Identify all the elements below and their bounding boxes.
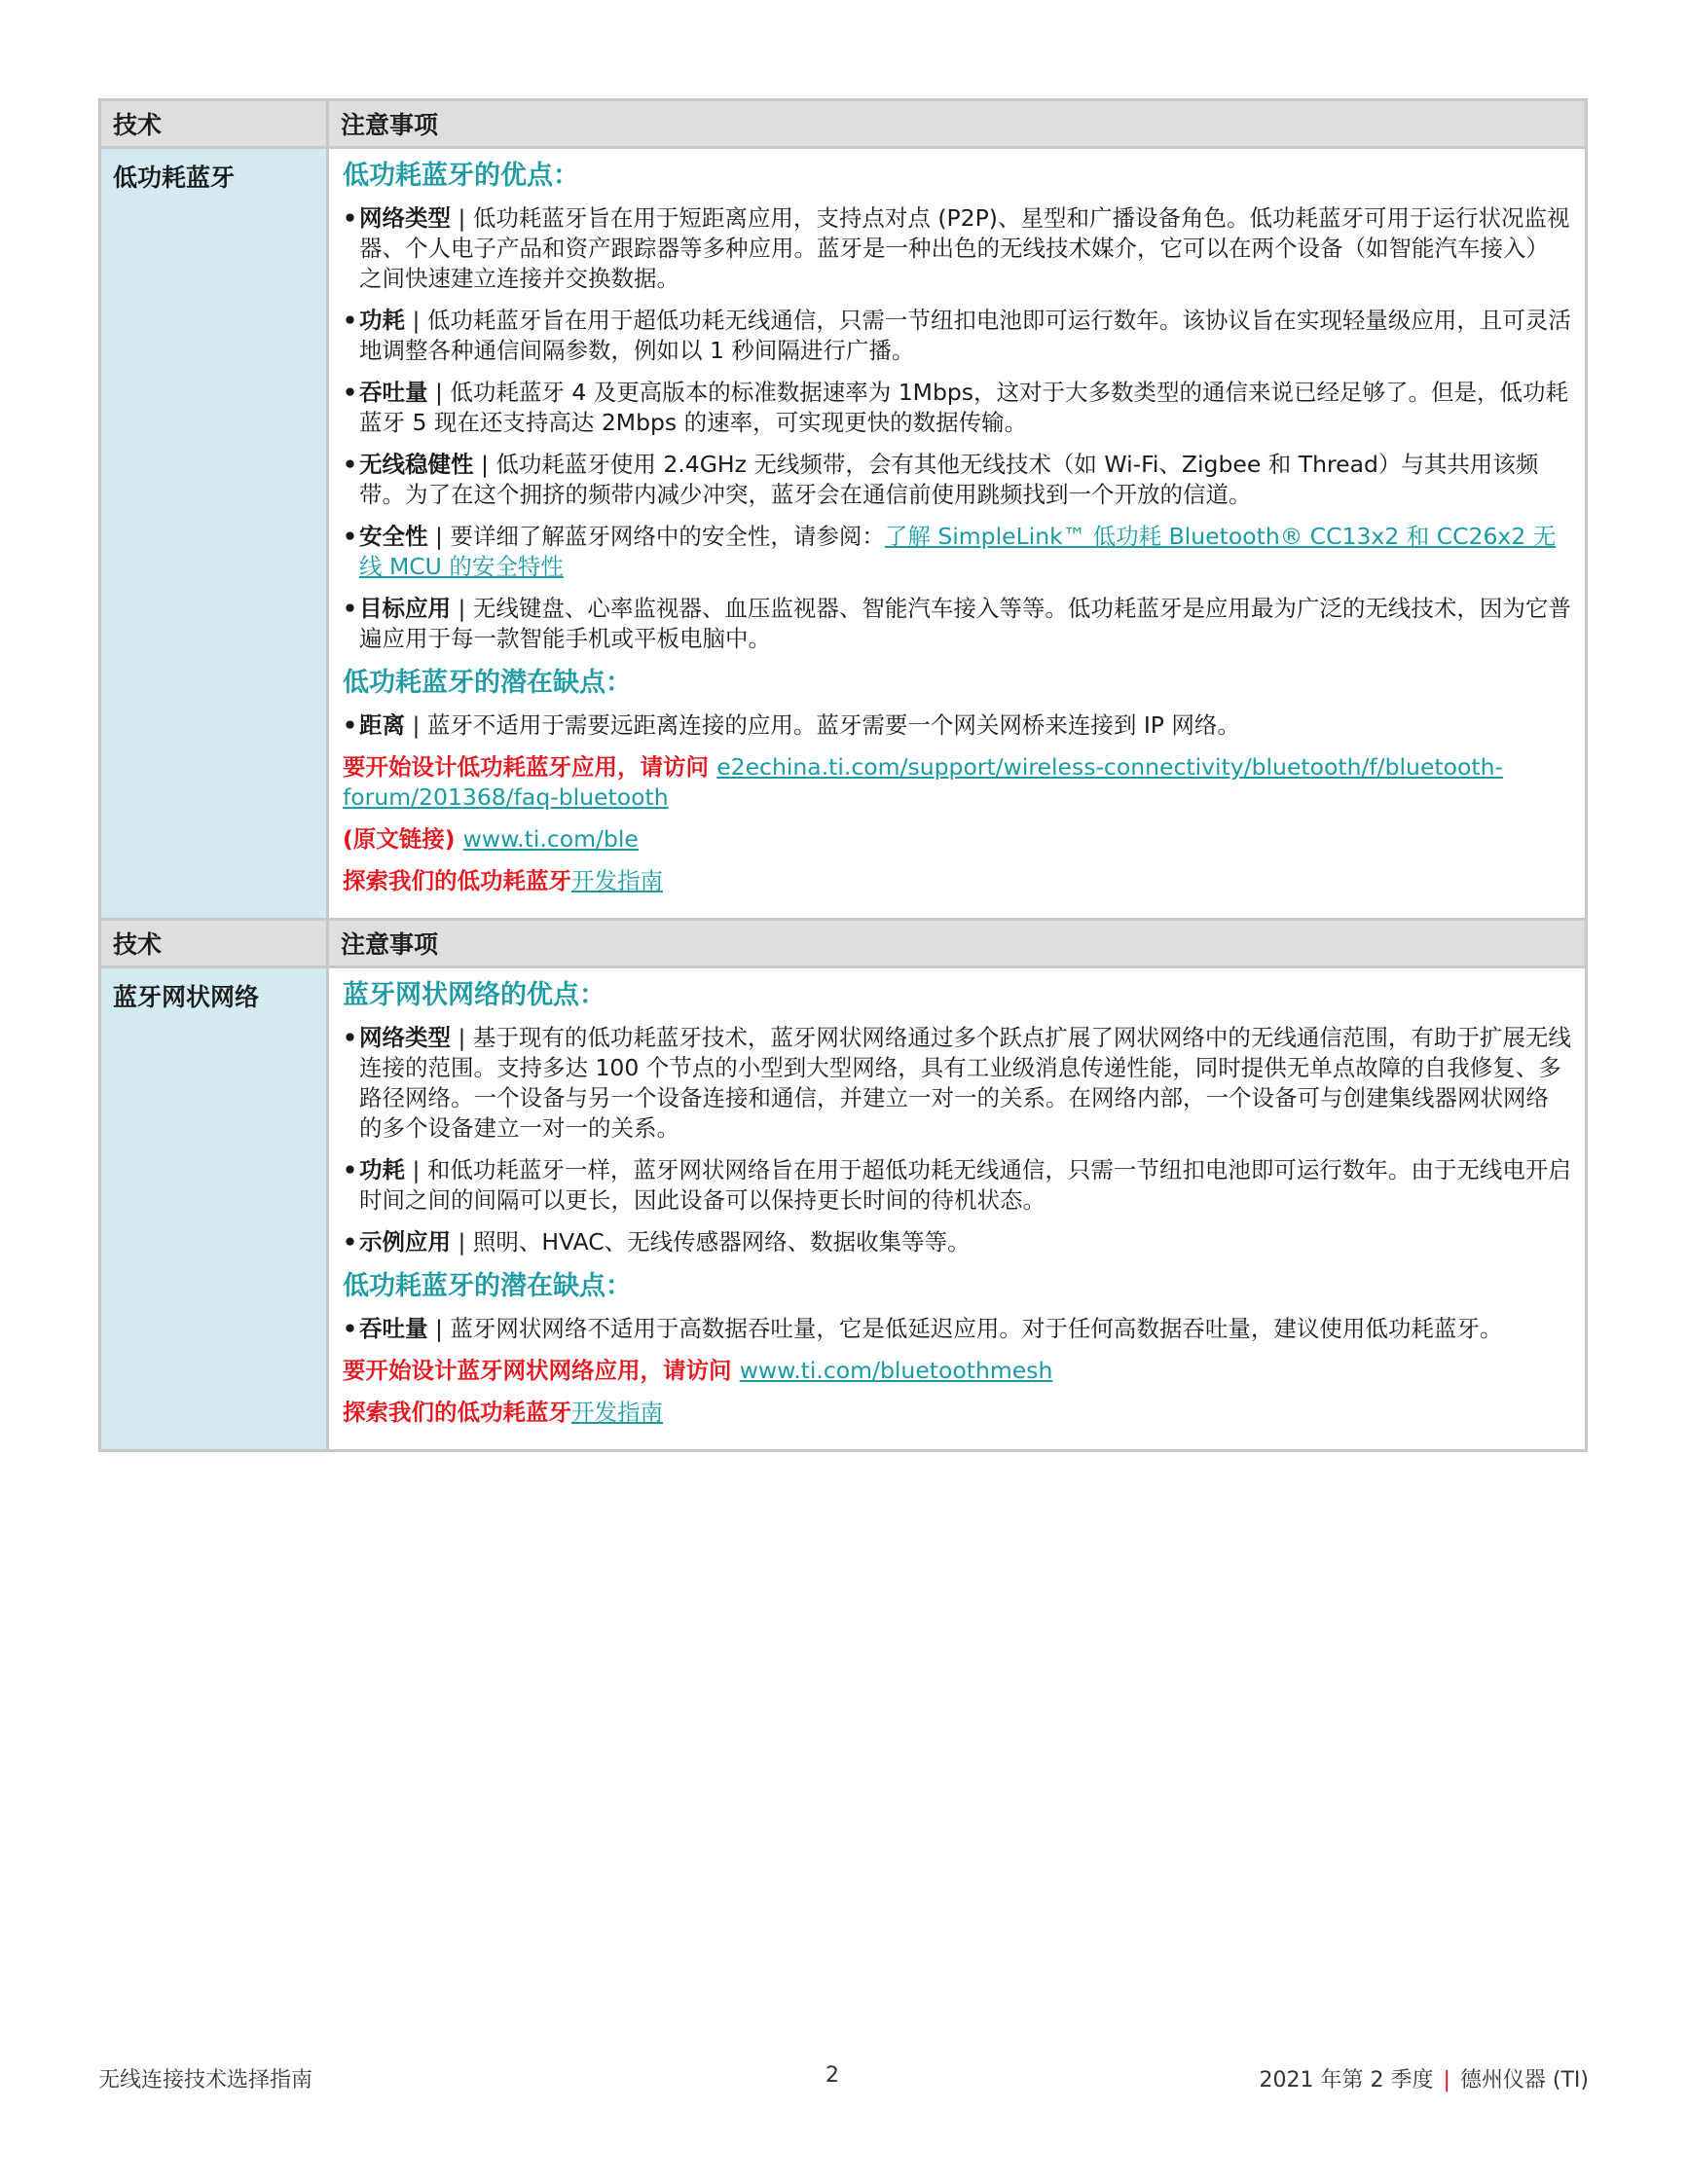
cons-title: 低功耗蓝牙的潜在缺点： [343,1271,632,1301]
bullet-text: | 低功耗蓝牙旨在用于短距离应用，支持点对点 (P2P)、星型和广播设备角色。低功耗蓝牙可用于运行状况监视器、个人电子产品和资产跟踪器等多种应用。蓝牙是一种出色的无线技术媒介，它可以在两个设备（如智能汽车接入）之间快速建立连接并交换数据。 [359,204,1570,292]
bullet-term: 目标应用 [359,595,451,622]
bullet-term: 功耗 [359,307,405,334]
bullet-dot: • [343,711,358,739]
list-item [343,1314,1571,1344]
header-notes: 注意事项 [328,920,1587,967]
bullet-term: 安全性 [359,523,428,550]
table-row [100,967,1587,1451]
header-notes: 注意事项 [328,100,1587,148]
bullet-term: 距离 [359,711,405,739]
tech-name-mesh: 蓝牙网状网络 [100,967,328,1451]
bullet-text: | 照明、HVAC、无线传感器网络、数据收集等等。 [451,1228,971,1256]
list-item [343,522,1571,582]
footer-right [1260,2063,1589,2093]
list-item [343,1023,1571,1144]
bullet-dot: • [343,1315,358,1342]
bullet-dot: • [343,379,358,406]
orig-label: (原文链接) [343,825,463,853]
visit-label: 要开始设计蓝牙网状网络应用，请访问 [343,1357,740,1384]
security-doc-link[interactable]: 了解 SimpleLink™ 低功耗 Bluetooth® CC13x2 和 CC26x2 无线 MCU 的安全特性 [359,523,1557,580]
bullet-term: 网络类型 [359,204,451,232]
visit-label: 要开始设计低功耗蓝牙应用，请访问 [343,753,717,781]
bullet-dot: • [343,307,358,334]
visit-line [343,1356,1571,1386]
list-item [343,594,1571,654]
list-item [343,1227,1571,1257]
bullet-term: 功耗 [359,1156,405,1183]
bullet-dot: • [343,523,358,550]
dev-guide-link[interactable]: 开发指南 [571,1399,663,1426]
bullet-text: | 要详细了解蓝牙网络中的安全性，请参阅： [427,523,885,550]
bullet-term: 吞吐量 [359,1315,428,1342]
ti-ble-link[interactable]: www.ti.com/ble [462,825,639,853]
bullet-text: | 低功耗蓝牙使用 2.4GHz 无线频带，会有其他无线技术（如 Wi-Fi、Zigbee 和 Thread）与其共用该频带。为了在这个拥挤的频带内减少冲突，蓝牙会在通信前使用跳频找到一个开放的信道。 [359,451,1539,508]
bullet-dot: • [343,1156,358,1183]
list-item [343,1155,1571,1216]
list-item [343,306,1571,366]
explore-label: 探索我们的低功耗蓝牙 [343,867,571,894]
technology-comparison-table [98,98,1588,1452]
bullet-term: 网络类型 [359,1024,451,1051]
bullet-dot: • [343,204,358,232]
dev-guide-link[interactable]: 开发指南 [571,867,663,894]
pros-title: 蓝牙网状网络的优点： [343,980,605,1010]
notes-cell-ble [328,148,1587,920]
bullet-text: | 低功耗蓝牙旨在用于超低功耗无线通信，只需一节纽扣电池即可运行数年。该协议旨在实现轻量级应用，且可灵活地调整各种通信间隔参数，例如以 1 秒间隔进行广播。 [359,307,1571,364]
cons-title: 低功耗蓝牙的潜在缺点： [343,668,632,698]
table-header-row [100,100,1587,148]
explore-line [343,1398,1571,1428]
footer-separator: | [1443,2068,1450,2093]
table-header-row [100,920,1587,967]
bullet-text: | 无线键盘、心率监视器、血压监视器、智能汽车接入等等。低功耗蓝牙是应用最为广泛的无线技术，因为它普遍应用于每一款智能手机或平板电脑中。 [359,595,1571,652]
list-item [343,450,1571,510]
footer-doc-title: 无线连接技术选择指南 [98,2068,313,2093]
bullet-term: 示例应用 [359,1228,451,1256]
bullet-dot: • [343,1024,358,1051]
bullet-dot: • [343,595,358,622]
bullet-text: | 和低功耗蓝牙一样，蓝牙网状网络旨在用于超低功耗无线通信，只需一节纽扣电池即可运行数年。由于无线电开启时间之间的间隔可以更长，因此设备可以保持更长时间的待机状态。 [359,1156,1571,1214]
bullet-term: 吞吐量 [359,379,428,406]
bullet-term: 无线稳健性 [359,451,474,478]
explore-line [343,866,1571,896]
footer-page-number: 2 [826,2063,839,2088]
bullet-text: | 蓝牙不适用于需要远距离连接的应用。蓝牙需要一个网关网桥来连接到 IP 网络。 [405,711,1240,739]
header-tech: 技术 [100,100,328,148]
visit-line [343,752,1571,813]
footer-company: 德州仪器 (TI) [1459,2068,1589,2093]
footer-date: 2021 年第 2 季度 [1259,2068,1434,2093]
bluetooth-mesh-link[interactable]: www.ti.com/bluetoothmesh [739,1357,1053,1384]
bullet-dot: • [343,451,358,478]
bullet-text: | 低功耗蓝牙 4 及更高版本的标准数据速率为 1Mbps，这对于大多数类型的通信来说已经足够了。但是，低功耗蓝牙 5 现在还支持高达 2Mbps 的速率，可实现更快的数据传输。 [359,379,1569,436]
list-item [343,378,1571,438]
list-item [343,203,1571,294]
pros-title: 低功耗蓝牙的优点： [343,161,579,191]
orig-link-line [343,824,1571,855]
header-tech: 技术 [100,920,328,967]
notes-cell-mesh [328,967,1587,1451]
explore-label: 探索我们的低功耗蓝牙 [343,1399,571,1426]
e2e-forum-link[interactable]: e2echina.ti.com/support/wireless-connectivity/bluetooth/f/bluetooth-forum/201368/faq-bluetooth [343,753,1503,811]
table-row [100,148,1587,920]
list-item [343,710,1571,741]
tech-name-ble: 低功耗蓝牙 [100,148,328,920]
bullet-text: | 蓝牙网状网络不适用于高数据吞吐量，它是低延迟应用。对于任何高数据吞吐量，建议使用低功耗蓝牙。 [427,1315,1503,1342]
bullet-dot: • [343,1228,358,1256]
bullet-text: | 基于现有的低功耗蓝牙技术，蓝牙网状网络通过多个跃点扩展了网状网络中的无线通信范围，有助于扩展无线连接的范围。支持多达 100 个节点的小型到大型网络，具有工业级消息传递性能，同时提供无单点故障的自我修复、多路径网络。一个设备与另一个设备连接和通信，并建立一对一的关系。在网络内部，一个设备可与创建集线器网状网络的多个设备建立一对一的关系。 [359,1024,1571,1142]
